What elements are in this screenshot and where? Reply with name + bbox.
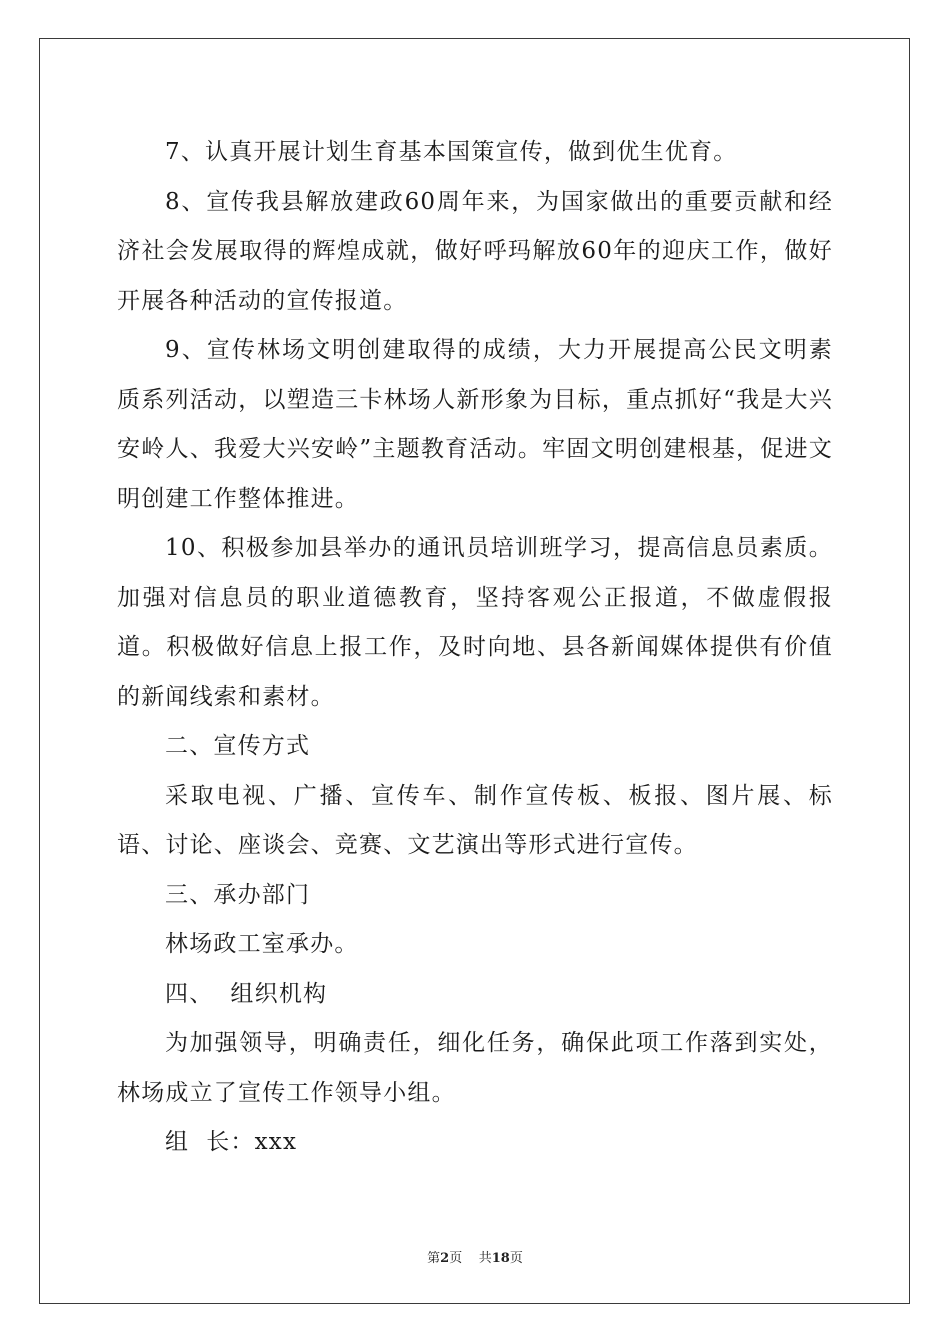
paragraph-item-8: 8、宣传我县解放建政60周年来，为国家做出的重要贡献和经济社会发展取得的辉煌成就，做好呼玛解放60年的迎庆工作，做好开展各种活动的宣传报道。 <box>117 188 833 314</box>
paragraph-organizer: 林场政工室承办。 <box>165 931 359 957</box>
footer-prefix: 第 <box>427 1251 441 1266</box>
section-heading-organization: 四、 组织机构 <box>165 980 328 1007</box>
section-heading-organizer: 三、承办部门 <box>165 881 311 908</box>
footer-middle: 页 共 <box>449 1251 492 1266</box>
section-heading-publicity-methods: 二、宣传方式 <box>165 733 311 759</box>
page-footer <box>0 1247 950 1266</box>
paragraph-organization: 为加强领导，明确责任，细化任务，确保此项工作落到实处，林场成立了宣传工作领导小组。 <box>117 1030 833 1106</box>
paragraph-publicity-methods: 采取电视、广播、宣传车、制作宣传板、板报、图片展、标语、讨论、座谈会、竞赛、文艺演出等形式进行宣传。 <box>117 782 833 858</box>
document-body <box>117 128 833 1168</box>
total-page-count: 18 <box>491 1251 510 1266</box>
paragraph-item-9: 9、宣传林场文明创建取得的成绩，大力开展提高公民文明素质系列活动，以塑造三卡林场人新形象为目标，重点抓好“我是大兴安岭人、我爱大兴安岭”主题教育活动。牢固文明创建根基，促进文明创建工作整体推进。 <box>117 337 833 512</box>
current-page-number: 2 <box>440 1251 450 1266</box>
footer-suffix: 页 <box>509 1251 523 1266</box>
team-leader-line: 组 长：xxx <box>165 1129 298 1155</box>
paragraph-item-7: 7、认真开展计划生育基本国策宣传，做到优生优育。 <box>165 139 738 165</box>
paragraph-item-10: 10、积极参加县举办的通讯员培训班学习，提高信息员素质。加强对信息员的职业道德教育，坚持客观公正报道，不做虚假报道。积极做好信息上报工作，及时向地、县各新闻媒体提供有价值的新闻线索和素材。 <box>117 535 833 710</box>
